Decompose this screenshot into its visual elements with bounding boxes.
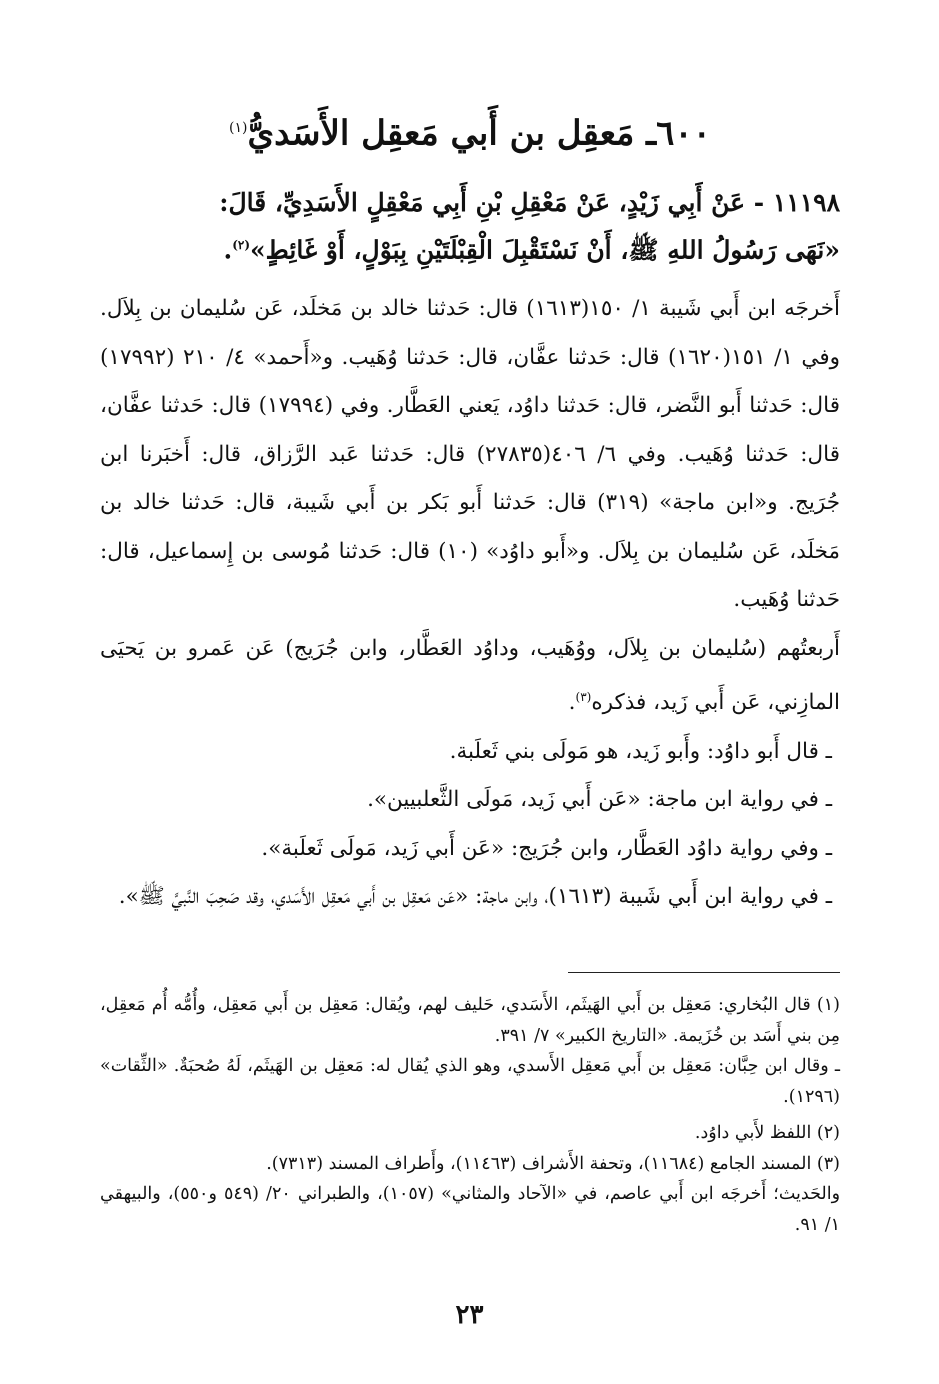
footnote-1: (١) قال البُخاري: مَعقِل بن أَبي الهَيثَم، الأَسَدي، حَليف لهم، ويُقال: مَعقِل بن أَبي مَعقِل، وأُمُّه أُم مَعقِل، مِن بني أَسَد بن خُزَيمة. «التاريخ الكبير» ٧/ ٣٩١. bbox=[100, 995, 840, 1046]
hadith-isnad: ١١١٩٨ - عَنْ أَبِي زَيْدٍ، عَنْ مَعْقِلِ بْنِ أَبِي مَعْقِلٍ الأَسَدِيِّ، قَالَ: bbox=[219, 188, 840, 217]
takhrij-note: ـ في رواية ابن أَبي شَيبة (١٦١٣)، وابن ماجة: «عَن مَعقِل بن أَبي مَعقِل الأَسَدي، وقد صَحِبَ النَّبيَّ ﷺ». bbox=[118, 884, 832, 910]
footnote-ref: (٣) bbox=[575, 690, 592, 704]
chapter-title: ٦٠٠ـ مَعقِل بن أَبي مَعقِل الأَسَديُّ bbox=[247, 113, 711, 154]
footnote-divider bbox=[568, 972, 840, 973]
footnote-ref: (١) bbox=[229, 120, 248, 136]
hadith-matn: «نَهَى رَسُولُ اللهِ ﷺ، أَنْ نَسْتَقْبِلَ الْقِبْلَتَيْنِ بِبَوْلٍ، أَوْ غَائِطٍ»$^{(٢)}$. bbox=[223, 235, 840, 265]
footnote-3: (٣) المسند الجامع (١١٦٨٤)، وتحفة الأَشراف (١١٤٦٣)، وأَطراف المسند (٧٣١٣). bbox=[266, 1153, 840, 1174]
footnotes bbox=[100, 990, 840, 1240]
takhrij-note: ـ قال أَبو داوُد: وأَبو زَيد، هو مَولَى بني ثَعلَبة. bbox=[449, 738, 832, 764]
takhrij-summary: أَربعتُهم (سُليمان بن بِلاَل، ووُهَيب، وداوُد العَطَّار، وابن جُرَيج) عَن عَمرو بن يَحيَى المازِني، عَن أَبي زَيد، فذكره$^{(٣)}$. bbox=[100, 635, 840, 716]
page-number: ٢٣ bbox=[455, 1300, 484, 1330]
hadith-text bbox=[100, 182, 840, 271]
chapter-heading bbox=[100, 100, 840, 161]
hadith-matn-text: «نَهَى رَسُولُ اللهِ ﷺ، أَنْ نَسْتَقْبِلَ الْقِبْلَتَيْنِ بِبَوْلٍ، أَوْ غَائِطٍ» bbox=[250, 235, 840, 265]
footnote-2: (٢) اللفظ لأَبي داوُد. bbox=[694, 1123, 840, 1143]
footnote-ref: (٢) bbox=[232, 238, 251, 252]
takhrij-paragraph: أَخرجَه ابن أَبي شَيبة ١/ ١٥٠(١٦١٣) قال: حَدثنا خالد بن مَخلَد، عَن سُليمان بن بِلاَل. وفي ١/ ١٥١(١٦٢٠) قال: حَدثنا عفَّان، قال: حَدثنا وُهَيب. و«أَحمد» ٤/ ٢١٠ (١٧٩٩٢) قال: حَدثنا أَبو النَّضر، قال: حَدثنا داوُد، يَعني العَطَّار. وفي (١٧٩٩٤) قال: حَدثنا عفَّان، قال: حَدثنا وُهَيب. وفي ٦/ ٤٠٦(٢٧٨٣٥) قال: حَدثنا عَبد الرَّزاق، قال: أَخبَرنا ابن جُرَيج. و«ابن ماجة» (٣١٩) قال: حَدثنا أَبو بَكر بن أَبي شَيبة، قال: حَدثنا خالد بن مَخلَد، عَن سُليمان بن بِلاَل. و«أَبو داوُد» (١٠) قال: حَدثنا مُوسى بن إِسماعيل، قال: حَدثنا وُهَيب. bbox=[100, 296, 841, 612]
takhrij-note: ـ وفي رواية داوُد العَطَّار، وابن جُرَيج: «عَن أَبي زَيد، مَولَى ثَعلَبة». bbox=[261, 835, 832, 861]
footnote-1-continuation: ـ وقال ابن حِبَّان: مَعقِل بن أَبي مَعقِل الأَسدي، وهو الذي يُقال له: مَعقِل بن الهَيثَم، لَهُ صُحبَةٌ. «الثِّقات» (١٢٩٦). bbox=[100, 1056, 840, 1107]
takhrij-summary-text: أَربعتُهم (سُليمان بن بِلاَل، ووُهَيب، وداوُد العَطَّار، وابن جُرَيج) عَن عَمرو بن يَحيَى المازِني، عَن أَبي زَيد، فذكره bbox=[100, 635, 840, 716]
takhrij-note: ـ في رواية ابن ماجة: «عَن أَبي زَيد، مَولَى الثَّعلبيين». bbox=[367, 787, 832, 813]
footnote-3-continuation: والحَديث؛ أَخرجَه ابن أَبي عاصم، في «الآحاد والمثاني» (١٠٥٧)، والطبراني ٢٠/ (٥٤٩ و٥٥٠)، والبيهقي ١/ ٩١. bbox=[100, 1184, 841, 1235]
takhrij-section bbox=[100, 285, 840, 922]
